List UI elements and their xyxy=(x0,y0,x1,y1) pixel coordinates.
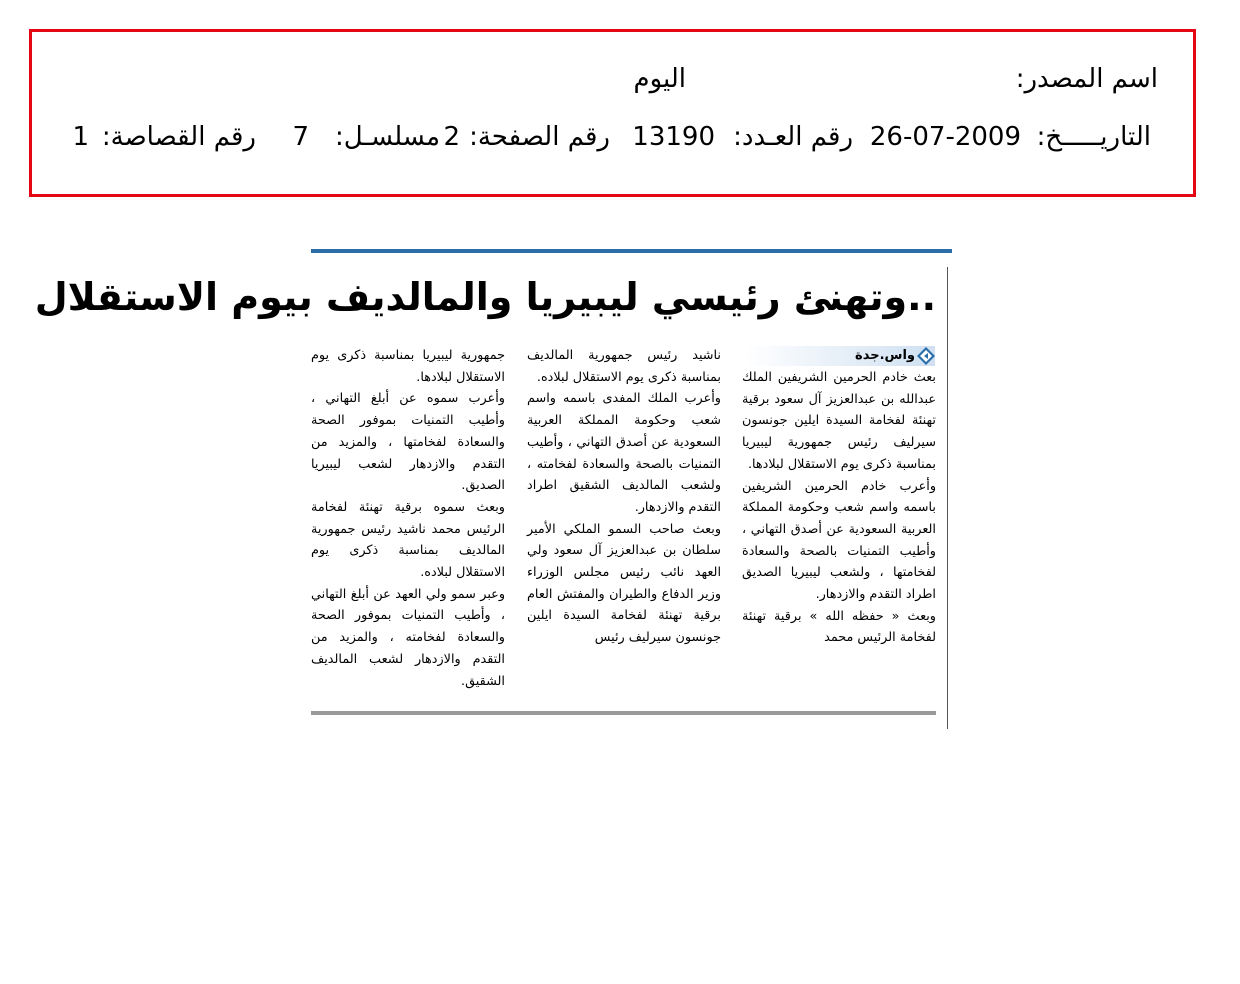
article-column-right: بعث خادم الحرمين الشريفين الملك عبدالله بن عبدالعزيز آل سعود برقية تهنئة لفخامة السيدة ايلين جونسون سيرليف رئيس جمهورية ليبيريا بمناسبة ذكرى يوم الاستقلال لبلادها. وأعرب خادم الحرمين الشريفين باسمه واسم شعب وحكومة المملكة العربية السعودية عن أصدق التهاني ، وأطيب التمنيات بالصحة والسعادة لفخامتها ، ولشعب ليبيريا الصديق اطراد التقدم والازدهار. وبعث « حفظه الله » برقية تهنئة لفخامة الرئيس محمد xyxy=(742,370,936,646)
byline-text: واس.جدة xyxy=(855,348,915,363)
issue-value: 13190 xyxy=(632,122,715,152)
serial-value: 7 xyxy=(292,122,309,152)
clip-label: رقم القصاصة: xyxy=(101,122,256,152)
article-column-middle: ناشيد رئيس جمهورية المالديف بمناسبة ذكرى يوم الاستقلال لبلاده. وأعرب الملك المفدى باسمه واسم شعب وحكومة المملكة العربية السعودية عن أصدق التهاني ، وأطيب التمنيات بالصحة والسعادة لفخامته ، ولشعب المالديف الشقيق اطراد التقدم والازدهار. وبعث صاحب السمو الملكي الأمير سلطان بن عبدالعزيز آل سعود ولي العهد نائب رئيس مجلس الوزراء وزير الدفاع والطيران والمفتش العام برقية تهنئة لفخامة السيدة ايلين جونسون سيرليف رئيس xyxy=(527,348,721,646)
article-headline: ..وتهنئ رئيسي ليبيريا والمالديف بيوم الاستقلال xyxy=(34,275,936,319)
issue-label: رقم العـدد: xyxy=(733,122,853,152)
page-label: رقم الصفحة: xyxy=(469,122,610,152)
date-label: التاريـــــخ: xyxy=(1036,122,1151,152)
date-value: 26-07-2009 xyxy=(869,122,1021,152)
serial-label: مسلسـل: xyxy=(335,122,440,152)
top-rule xyxy=(311,249,952,253)
newspaper-clipping xyxy=(34,249,951,729)
clipping-metadata-box xyxy=(29,29,1196,197)
source-value: اليوم xyxy=(633,64,686,94)
column-rule xyxy=(947,267,948,729)
page-value: 2 xyxy=(443,122,460,152)
diamond-arrow-icon xyxy=(917,347,935,365)
clip-value: 1 xyxy=(72,122,89,152)
source-label: اسم المصدر: xyxy=(1015,64,1158,94)
byline xyxy=(745,346,935,366)
bottom-rule xyxy=(311,711,936,715)
article-column-left: جمهورية ليبيريا بمناسبة ذكرى يوم الاستقلال لبلادها. وأعرب سموه عن أبلغ التهاني ، وأطيب التمنيات بموفور الصحة والسعادة لفخامتها ، والمزيد من التقدم والازدهار لشعب ليبيريا الصديق. وبعث سموه برقية تهنئة لفخامة الرئيس محمد ناشيد رئيس جمهورية المالديف بمناسبة ذكرى يوم الاستقلال لبلاده. وعبر سمو ولي العهد عن أبلغ التهاني ، وأطيب التمنيات بموفور الصحة والسعادة لفخامته ، والمزيد من التقدم والازدهار لشعب المالديف الشقيق. xyxy=(311,348,505,689)
